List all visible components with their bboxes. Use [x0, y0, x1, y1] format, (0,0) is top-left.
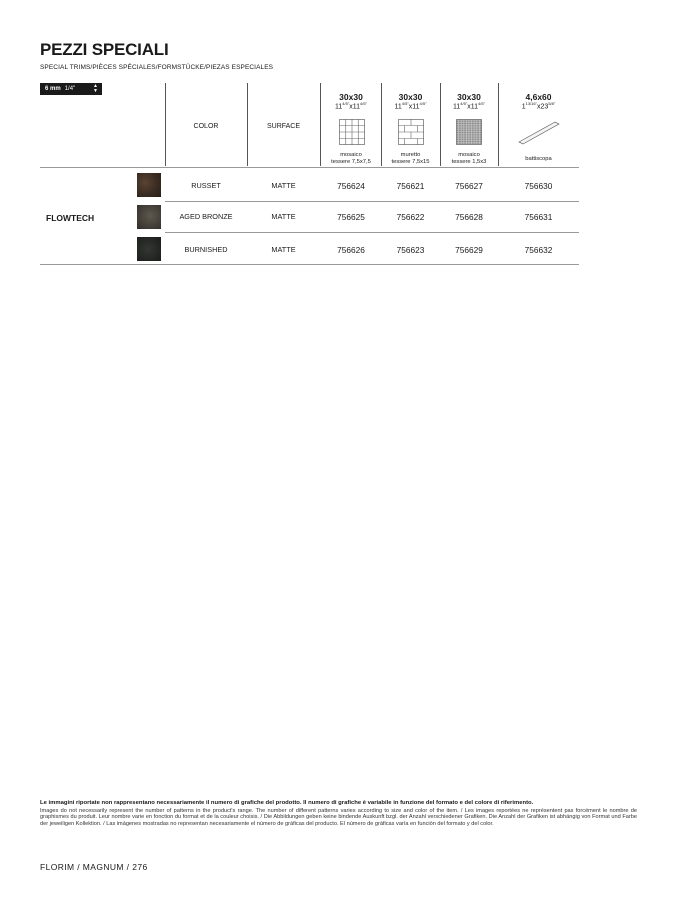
product-code: 756627 [455, 181, 483, 191]
format-title: 30x30 [457, 92, 481, 102]
color-name: AGED BRONZE [179, 212, 233, 221]
updown-arrows-icon: ▲ ▼ [93, 83, 98, 94]
page-number: FLORIM / MAGNUM / 276 [40, 862, 148, 872]
format-title: 4,6x60 [525, 92, 552, 102]
page-subtitle: SPECIAL TRIMS/PIÈCES SPÉCIALES/FORMSTÜCKE/PIEZAS ESPECIALES [40, 64, 274, 71]
product-code: 756630 [524, 181, 553, 191]
table-rule [40, 167, 579, 168]
table-rule [40, 264, 579, 265]
format-description: battiscopa [525, 156, 552, 162]
swatch-burnished [137, 237, 161, 261]
surface-name: MATTE [271, 181, 296, 190]
color-name: RUSSET [191, 181, 221, 190]
product-code: 756621 [396, 181, 425, 191]
color-name: BURNISHED [184, 245, 228, 254]
footer-note: Images do not necessarily represent the number of patterns in the product's range. The number of different patterns varies according to size and color of the item. / Les images reportées ne représentent pas forcément le nombre de graphismes du produit. Leur nombre varie en fonction du format et de la couleur choisis. / Die Abbildungen geben keine bindende Auskunft bzgl. der Anzahl verschiedener Grafiken. Die Anzahl der Grafiken ist abhängig von Format und Farbe der jeweiligen Kollektion. / Las imágenes mostradas no representan necesariamente el número de gráficas del producto. El número de gráficas varía en función del formato y del color. [40, 808, 637, 827]
product-code: 756626 [337, 245, 365, 255]
product-code: 756622 [396, 212, 425, 222]
format-title: 30x30 [398, 92, 423, 102]
format-description: mosaico tessere 7,5x7,5 [331, 152, 371, 165]
format-description: muretto tessere 7,5x15 [391, 152, 430, 165]
thickness-inch: 1/4" [64, 86, 76, 92]
swatch-aged-bronze [137, 205, 161, 229]
page-title: PEZZI SPECIALI [40, 40, 169, 59]
table-rule [165, 232, 579, 233]
product-code: 756631 [524, 212, 553, 222]
thickness-mm: 6 mm [45, 86, 61, 92]
thickness-badge [40, 83, 102, 95]
format-inch: $11^{4/5"}x11^{4/5"}$ [334, 101, 368, 111]
small-mosaic-icon [456, 119, 482, 145]
product-code: 756625 [337, 212, 365, 222]
product-code: 756632 [524, 245, 553, 255]
surface-name: MATTE [271, 245, 296, 254]
product-code: 756628 [455, 212, 483, 222]
grid-mosaic-icon [339, 119, 365, 145]
product-code: 756629 [455, 245, 483, 255]
product-code: 756624 [337, 181, 365, 191]
table-rule [165, 201, 579, 202]
swatch-russet [137, 173, 161, 197]
format-inch: $11^{4/5"}x11^{4/5"}$ [394, 101, 427, 111]
footer-note-bold: Le immagini riportate non rappresentano necessariamente il numero di grafiche del prodotto. Il numero di grafiche è variabile in funzione del formato e del colore di riferimento. [40, 800, 534, 806]
format-title: 30x30 [339, 92, 363, 102]
brick-wall-icon [398, 119, 424, 145]
format-inch: $11^{4/5"}x11^{4/5"}$ [452, 101, 486, 111]
skirting-icon [517, 118, 561, 146]
format-inch: $1^{13/16"}x23^{5/8"}$ [521, 101, 556, 111]
product-code: 756623 [396, 245, 425, 255]
column-header-surface: SURFACE [266, 123, 301, 130]
column-header-color: COLOR [193, 123, 219, 130]
format-description: mosaico tessere 1,5x3 [451, 152, 487, 165]
surface-name: MATTE [271, 212, 296, 221]
collection-name: FLOWTECH [46, 213, 95, 223]
